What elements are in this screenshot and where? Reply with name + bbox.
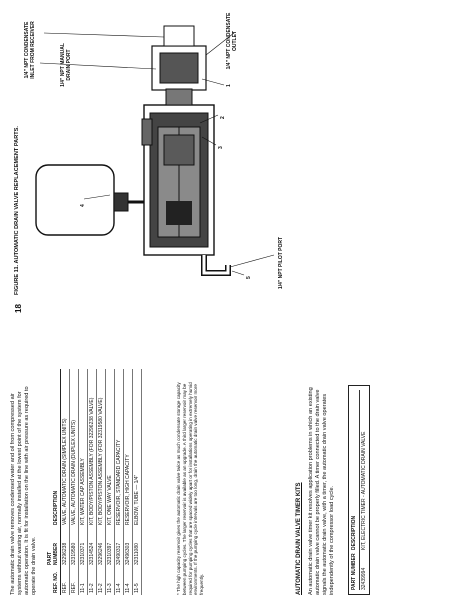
cell-part-number: 32310371: [79, 527, 88, 567]
pilot-elbow: [204, 255, 228, 273]
cell-ref-no: REF.: [70, 567, 79, 595]
intro-paragraph: The automatic drain valve removes condensed water and oil from compressed air systems without wasting air, normally installed at the lowest point of the system for automatic operation. It is fit for installation on the line with air pressure as required to operate the drain valve.: [10, 386, 37, 595]
cell-description: VALVE, AUTOMATIC DRAIN (SIMPLEX UNITS): [61, 369, 70, 527]
cell-part-number: 32311080: [133, 527, 142, 567]
header-ref-no: REF. NO.: [46, 567, 61, 595]
header-description: DESCRIPTION: [46, 369, 61, 527]
cell-part-number: 32296238: [61, 527, 70, 567]
valve-body: [142, 105, 214, 255]
cell-part-number: 32296246: [97, 527, 106, 567]
cell-ref-no: 11-2: [97, 567, 106, 595]
cell-description: ELBOW, TUBE — 1/4": [133, 369, 142, 527]
label-manual-drain: 1/4" NPT MANUAL DRAIN PORT: [60, 43, 72, 87]
table-row: [61, 369, 70, 595]
cell-part-number: 32496303: [124, 527, 133, 567]
kit-part-number: 32439994: [361, 567, 367, 590]
header-part-number: PART NUMBER: [46, 527, 61, 567]
callout-3: 3: [218, 146, 224, 149]
page-number: 18: [14, 304, 23, 313]
table-row: [133, 369, 142, 595]
cell-part-number: 32310397: [106, 527, 115, 567]
drain-valve-diagram: [24, 5, 464, 295]
reservoir: [36, 165, 144, 235]
parts-table: [46, 369, 142, 595]
table-row: [70, 369, 79, 595]
cell-ref-no: 11-5: [133, 567, 142, 595]
callout-1: 1: [226, 84, 232, 87]
cell-description: RESERVOIR, HIGH CAPACITY: [124, 369, 133, 527]
cell-description: KIT, ONE WAY VALVE: [106, 369, 115, 527]
cell-ref-no: 11-2: [88, 567, 97, 595]
cell-part-number: 32314524: [88, 527, 97, 567]
footnote: * The high capacity reservoir gives the automatic drain valve twice as much condensate storage capacity between pumping cycles. The larger reservoir is available as an upgrade. A third larger reservoir may be required for pumping cycles that are spaced widely apart or for installations operating in extremely humid environments. If the pumping cycle intervals are too long, drain the automatic drain valve reservoir more frequently.: [176, 382, 205, 595]
figure-title: FIGURE 11. AUTOMATIC DRAIN VALVE REPLACEMENT PARTS.: [14, 126, 20, 295]
parts-table-header: [46, 369, 61, 595]
cell-part-number: 32490317: [115, 527, 124, 567]
label-pilot-port: 1/4" NPT PILOT PORT: [278, 236, 284, 290]
callout-4: 4: [80, 204, 86, 207]
cell-ref-no: 11-3: [106, 567, 115, 595]
cell-description: RESERVOIR, STANDARD CAPACITY: [115, 369, 124, 527]
callout-5: 5: [246, 276, 252, 279]
cell-ref-no: REF.: [61, 567, 70, 595]
table-row: [106, 369, 115, 595]
timer-section-title: AUTOMATIC DRAIN VALVE TIMER KITS: [296, 482, 302, 595]
cell-description: KIT, BODY/PISTON ASSEMBLY (FOR 32319580 VALVE): [97, 369, 106, 527]
cell-description: KIT, WATER CAP ASSEMBLY: [79, 369, 88, 527]
inlet-fitting: [152, 26, 206, 105]
cell-description: VALVE, AUTOMATIC DRAIN (DUPLEX UNITS): [70, 369, 79, 527]
label-condensate-outlet: 1/4" NPT CONDENSATE OUTLET: [226, 12, 238, 70]
cell-ref-no: 11-1: [79, 567, 88, 595]
table-row: [97, 369, 106, 595]
callout-2: 2: [220, 116, 226, 119]
table-row: [124, 369, 133, 595]
label-inlet: 1/4" NPT CONDENSATE INLET FROM RECEIVER: [24, 21, 36, 79]
kit-header-description: DESCRIPTION: [351, 515, 357, 550]
timer-section-text: An automatic drain valve timer kit resolves application problems in which an existing automatic drain valve cannot be properly filled. A timer connected to the drain valve signals the automatic drain valve, with a timer, the automatic drain valve operates independently of the compressor load cycle.: [308, 387, 335, 595]
cell-description: KIT, BODY/PISTON ASSEMBLY (FOR 32296238 VALVE): [88, 369, 97, 527]
timer-kit-box: [348, 385, 370, 595]
cell-ref-no: 11-4: [124, 567, 133, 595]
cell-part-number: 32319580: [70, 527, 79, 567]
cell-ref-no: 11-4: [115, 567, 124, 595]
kit-header-part-number: PART NUMBER: [351, 553, 357, 590]
kit-description: KIT, ELECTRIC TIMER - AUTOMATIC DRAIN VALVE: [361, 431, 367, 550]
table-row: [115, 369, 124, 595]
table-row: [79, 369, 88, 595]
table-row: [88, 369, 97, 595]
